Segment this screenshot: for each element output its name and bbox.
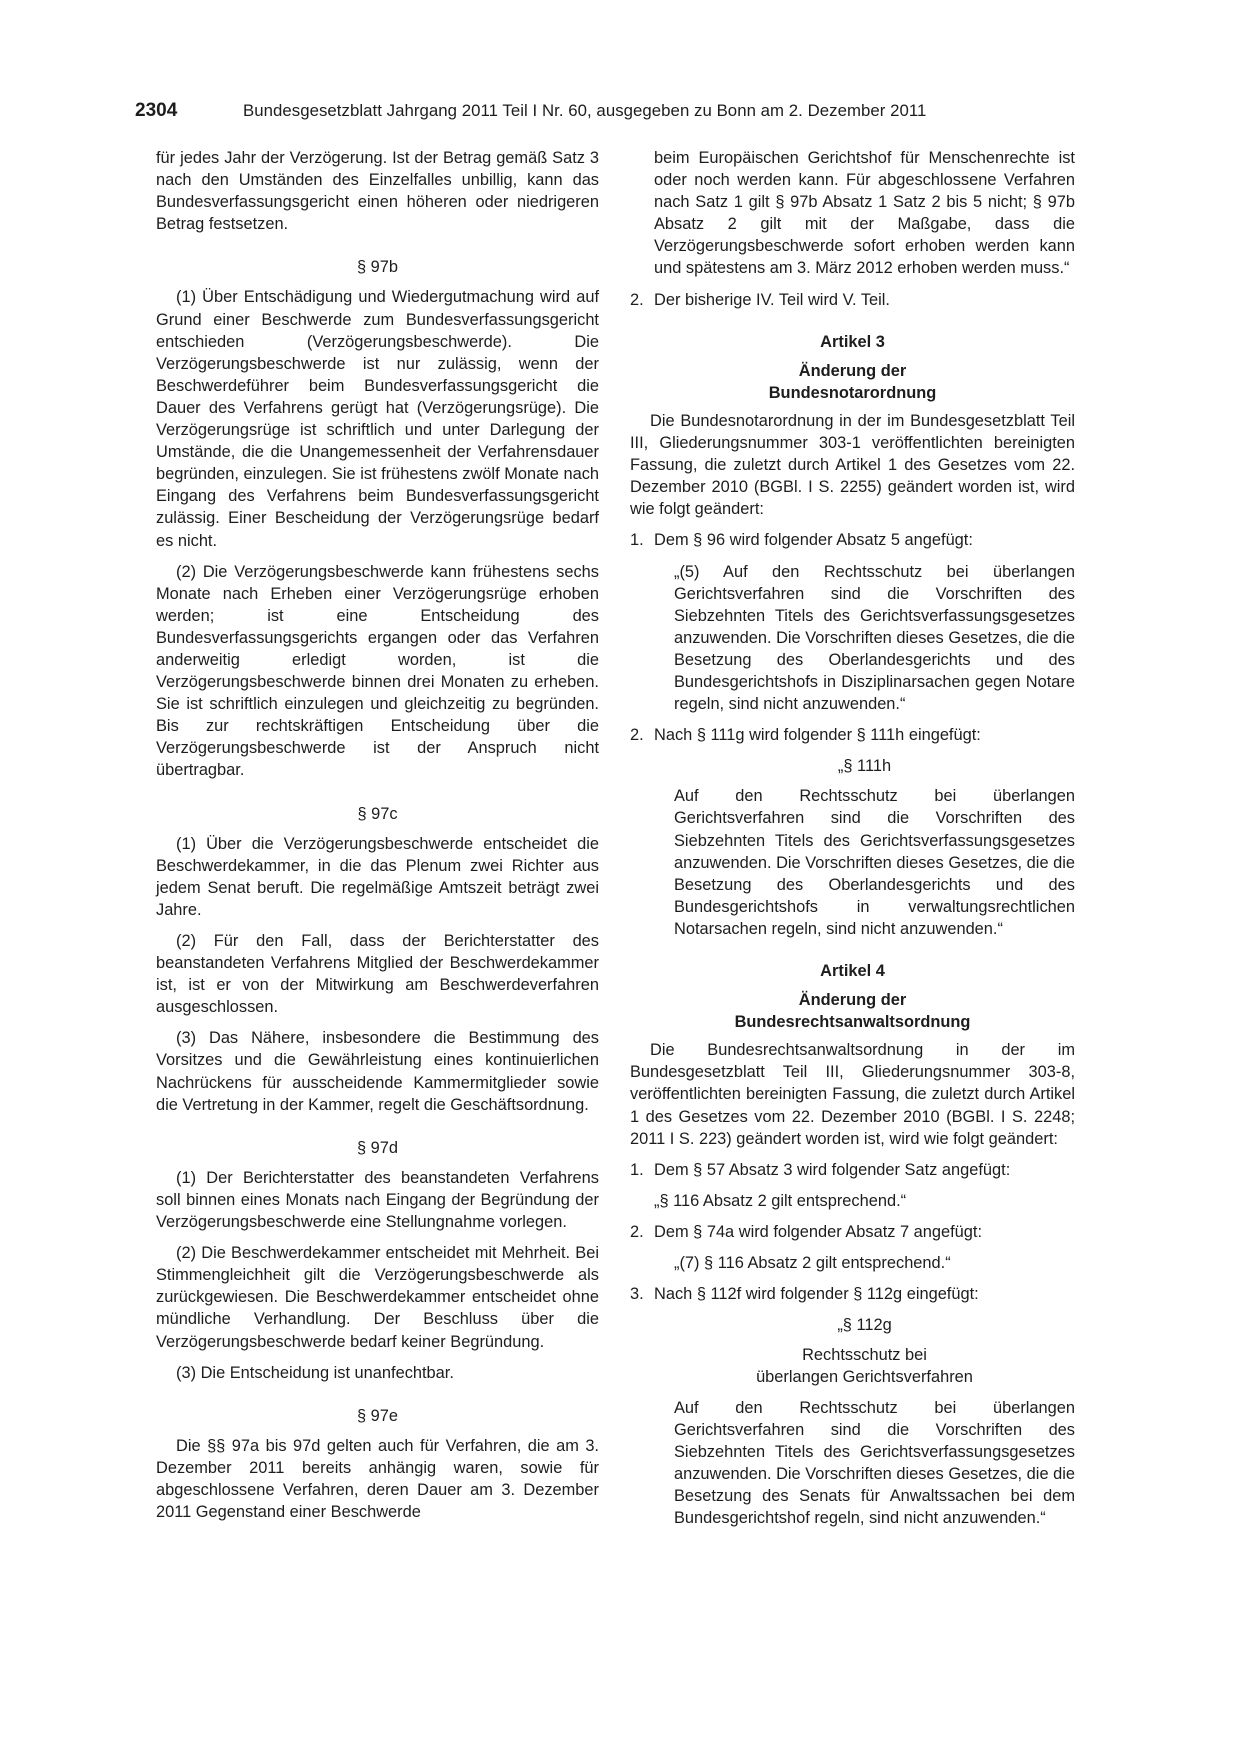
article-3-label: Artikel 3 [820,332,885,351]
quoted-section-heading: „§ 112g [837,1316,892,1335]
article-3-title-line-1: Änderung der [798,361,907,380]
list-item-number: 2. [630,726,644,745]
section-97e-paragraph-1: Die §§ 97a bis 97d gelten auch für Verfahren, die am 3. Dezember 2011 bereits anhängig waren, sowie für abgeschlossene Verfahren, deren Dauer am 3. Dezember 2011 Gegenstand einer Beschwerde [156,1436,599,1522]
list-item-text: Dem § 96 wird folgender Absatz 5 angefügt: [654,531,973,550]
quoted-amendment: „(7) § 116 Absatz 2 gilt entsprechend.“ [674,1254,951,1273]
quoted-amendment: „§ 116 Absatz 2 gilt entsprechend.“ [654,1191,907,1210]
quoted-section-subtitle-line-1: Rechtsschutz bei [802,1346,927,1365]
article-4-label: Artikel 4 [820,962,885,980]
quoted-section-subtitle [630,1344,1075,1388]
section-97d-paragraph-2: (2) Die Beschwerdekammer entscheidet mit Mehrheit. Bei Stimmengleichheit gilt die Verzögerungsbeschwerde als zurückgewiesen. Die Beschwerdekammer entscheidet ohne mündliche Verhandlung. Der Beschluss über die Verzögerungsbeschwerde bedarf keiner Begründung. [156,1244,599,1351]
section-97c-paragraph-3: (3) Das Nähere, insbesondere die Bestimmung des Vorsitzes und die Gewährleistung eines kontinuierlichen Nachrückens für ausscheidende Kammermitglieder sowie die Vertretung in der Kammer, regelt die Geschäftsordnung. [156,1029,599,1114]
article-4-title-line-2: Bundesrechtsanwaltsordnung [734,1013,971,1032]
page-number: 2304 [135,100,178,121]
article-4-title [630,989,1075,1033]
list-item-number: 2. [630,1222,644,1241]
section-97c-paragraph-1: (1) Über die Verzögerungsbeschwerde entscheidet die Beschwerdekammer, in die das Plenum zwei Richter aus jedem Senat beruft. Die regelmäßige Amtszeit beträgt zwei Jahre. [156,834,599,919]
list-item-text: Der bisherige IV. Teil wird V. Teil. [654,290,890,309]
quoted-amendment: Auf den Rechtsschutz bei überlangen Gerichtsverfahren sind die Vorschriften des Siebzehnten Titels des Gerichtsverfassungsgesetzes anzuwenden. Die Vorschriften dieses Gesetzes, die die Besetzung des Senats für Anwaltssachen bei dem Bundesgerichtshof regeln, sind nicht anzuwenden.“ [674,1398,1075,1527]
list-item-number: 1. [630,531,644,550]
section-97e-heading: § 97e [356,1406,399,1425]
quoted-section-heading: „§ 111h [837,757,892,776]
page-header [135,100,995,126]
article-3-title [630,360,1075,404]
list-item [630,289,1075,311]
article-3-intro: Die Bundesnotarordnung in der im Bundesgesetzblatt Teil III, Gliederungsnummer 303-1 veröffentlichten bereinigten Fassung, die zuletzt durch Artikel 1 des Gesetzes vom 22. Dezember 2010 (BGBl. I S. 2255) geändert worden ist, wird wie folgt geändert: [630,411,1075,519]
list-item [630,1283,1075,1305]
section-97b-paragraph-1: (1) Über Entschädigung und Wiedergutmachung wird auf Grund einer Beschwerde zum Bundesverfassungsgericht entschieden (Verzögerungsbeschwerde). Die Verzögerungsbeschwerde ist nur zulässig, wenn der Beschwerdeführer beim Bundesverfassungsgericht die Dauer des Verfahrens gerügt hat (Verzögerungsrüge). Die Verzögerungsrüge ist schriftlich und unter Darlegung der Umstände, die die Unangemessenheit der Verfahrensdauer begründen, einzulegen. Sie ist frühestens zwölf Monate nach Eingang des Verfahrens beim Bundesverfassungsgericht zulässig. Einer Bescheidung der Verzögerungsrüge bedarf es nicht. [156,288,599,550]
section-97d-paragraph-3: (3) Die Entscheidung ist unanfechtbar. [176,1363,454,1382]
quoted-amendment: „(5) Auf den Rechtsschutz bei überlangen Gerichtsverfahren sind die Vorschriften des Siebzehnten Titels des Gerichtsverfassungsgesetzes anzuwenden. Die Vorschriften dieses Gesetzes, die die Besetzung des Oberlandesgerichts und des Bundesgerichtshofs in Disziplinarsachen gegen Notare regeln, sind nicht anzuwenden.“ [674,562,1075,714]
right-column [630,147,1075,1538]
list-item-number: 1. [630,1160,644,1179]
list-item-text: Dem § 74a wird folgender Absatz 7 angefügt: [654,1222,983,1241]
article-4-intro: Die Bundesrechtsanwaltsordnung in der im Bundesgesetzblatt Teil III, Gliederungsnummer 303-8, veröffentlichten bereinigten Fassung, die zuletzt durch Artikel 1 des Gesetzes vom 22. Dezember 2010 (BGBl. I S. 2248; 2011 I S. 223) geändert worden ist, wird wie folgt geändert: [630,1041,1075,1148]
article-3-title-line-2: Bundesnotarordnung [768,383,937,402]
intro-paragraph: für jedes Jahr der Verzögerung. Ist der Betrag gemäß Satz 3 nach den Umständen des Einzelfalles unbillig, kann das Bundesverfassungsgericht einen höheren oder niedrigeren Betrag festsetzen. [156,149,599,234]
quoted-section-subtitle-line-2: überlangen Gerichtsverfahren [756,1368,973,1387]
section-97c-paragraph-2: (2) Für den Fall, dass der Berichterstatter des beanstandeten Verfahrens Mitglied der Beschwerdekammer ist, ist er von der Mitwirkung am Beschwerdeverfahren ausgeschlossen. [156,932,599,1017]
section-97d-heading: § 97d [356,1138,399,1157]
article-4-title-line-1: Änderung der [798,991,907,1010]
list-item-text: Nach § 111g wird folgender § 111h eingefügt: [654,726,981,745]
list-item-text: Nach § 112f wird folgender § 112g eingefügt: [654,1285,979,1304]
section-97c-heading: § 97c [357,804,398,823]
list-item-number: 3. [630,1285,644,1304]
section-97d-paragraph-1: (1) Der Berichterstatter des beanstandeten Verfahrens soll binnen eines Monats nach Eingang der Begründung der Verzögerungsbeschwerde eine Stellungnahme vorlegen. [156,1168,599,1232]
list-item [630,1221,1075,1243]
section-97b-heading: § 97b [356,258,399,277]
left-column [156,147,599,1532]
continued-paragraph: beim Europäischen Gerichtshof für Menschenrechte ist oder noch werden kann. Für abgeschlossene Verfahren nach Satz 1 gilt § 97b Absatz 1 Satz 2 bis 5 nicht; § 97b Absatz 2 gilt mit der Maßgabe, dass die Verzögerungsbeschwerde sofort erhoben werden kann und spätestens am 3. März 2012 erhoben werden muss.“ [654,149,1075,278]
list-item-text: Dem § 57 Absatz 3 wird folgender Satz angefügt: [654,1160,1011,1179]
quoted-amendment: Auf den Rechtsschutz bei überlangen Gerichtsverfahren sind die Vorschriften des Siebzehnten Titels des Gerichtsverfassungsgesetzes anzuwenden. Die Vorschriften dieses Gesetzes, die die Besetzung des Oberlandesgerichts und des Bundesgerichtshofs in verwaltungsrechtlichen Notarsachen regeln, sind nicht anzuwenden.“ [674,787,1075,938]
list-item [630,529,1075,551]
gazette-title: Bundesgesetzblatt Jahrgang 2011 Teil I Nr. 60, ausgegeben zu Bonn am 2. Dezember 2011 [243,101,927,120]
list-item [630,724,1075,746]
list-item [630,1159,1075,1181]
section-97b-paragraph-2: (2) Die Verzögerungsbeschwerde kann frühestens sechs Monate nach Erheben einer Verzögerungsrüge erhoben werden; ist eine Entscheidung des Bundesverfassungsgerichts ergangen oder das Verfahren anderweitig erledigt worden, ist die Verzögerungsbeschwerde binnen drei Monaten zu erheben. Sie ist schriftlich einzulegen und gleichzeitig zu begründen. Bis zur rechtskräftigen Entscheidung über die Verzögerungsbeschwerde ist der Anspruch nicht übertragbar. [156,562,599,780]
list-item-number: 2. [630,290,644,309]
